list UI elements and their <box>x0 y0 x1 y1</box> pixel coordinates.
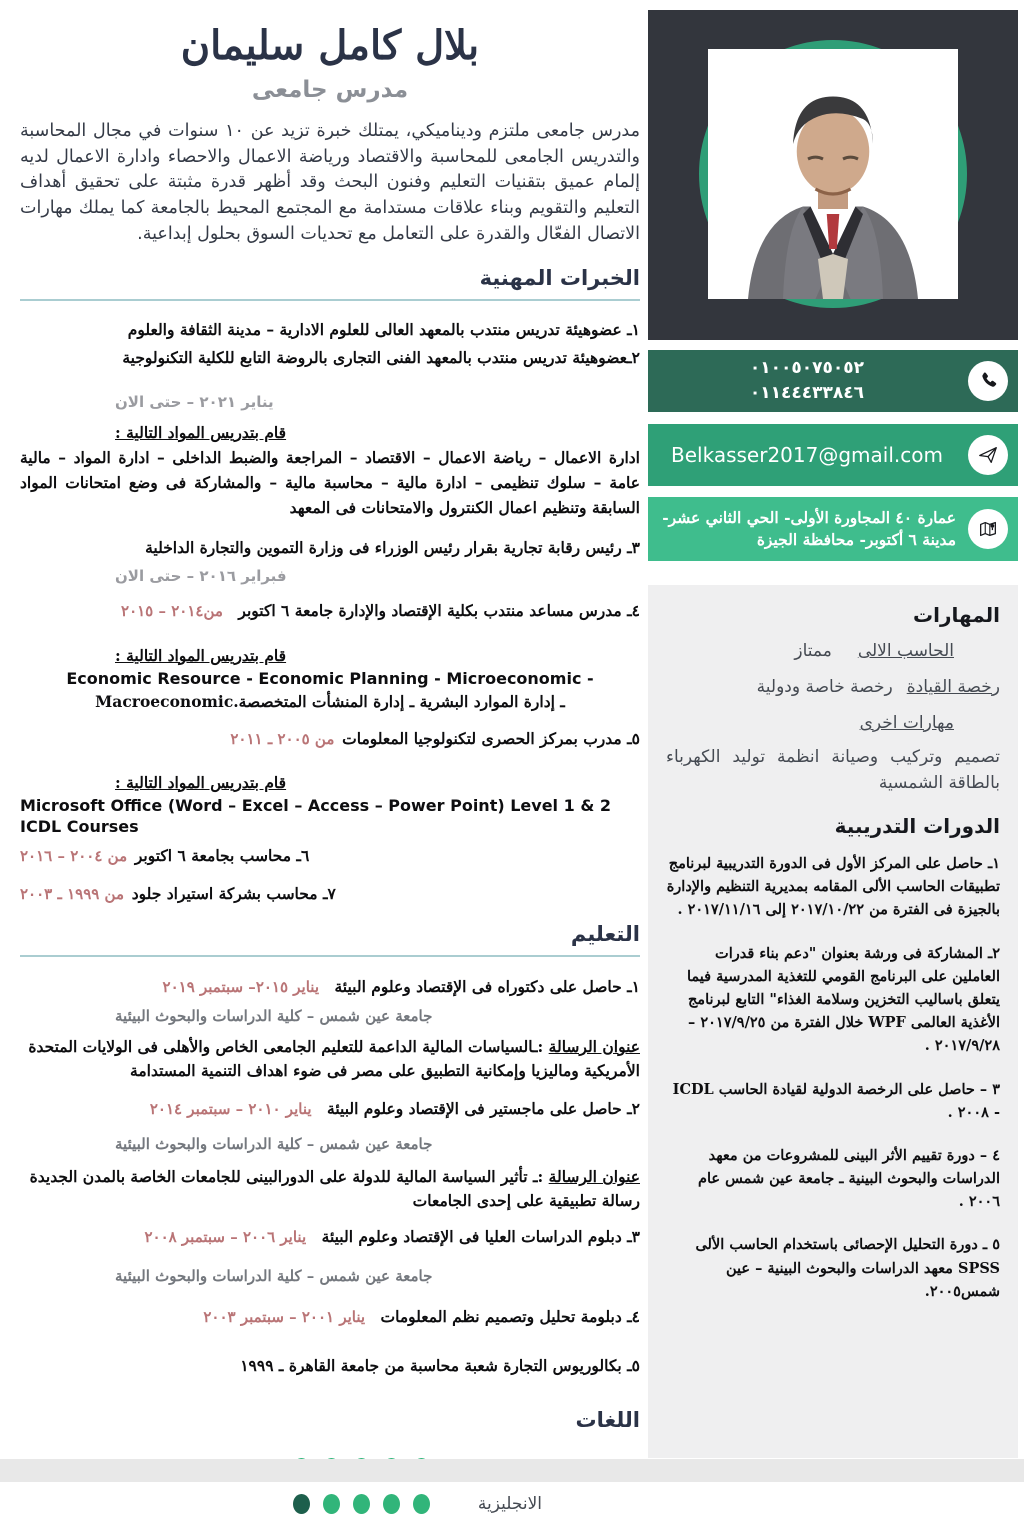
course-item-3: ٣ – حاصل على الرخصة الدولية لقيادة الحاسب ICDL - ٢٠٠٨ . <box>672 1080 1000 1121</box>
profile-summary: مدرس جامعى ملتزم وديناميكي، يمتلك خبرة تزيد عن ١٠ سنوات في مجال المحاسبة والتدريس الجامعى للمحاسبة والاقتصاد ورياضة الاعمال والاحصاء وادارة الاعمال لديه إلمام عميق بتقنيات التعليم وفنون البحث وقد أظهر قدرة مثبتة على تحقيق أهداف التعليم والتقويم وبناء علاقات مستدامة مع المجتمع المحيط بالجامعة كما يملك مهارات الاتصال الفعّال والقدرة على التعامل مع تحديات السوق بحلول إبداعية. <box>20 121 640 244</box>
education-institution-3: جامعة عين شمس – كلية الدراسات والبحوث البيئية <box>115 1267 433 1286</box>
education-date-4: يناير ٢٠٠١ – سبتمبر ٢٠٠٣ <box>203 1308 366 1327</box>
thesis-2 <box>20 1165 640 1213</box>
education-date-3: يناير ٢٠٠٦ – سبتمبر ٢٠٠٨ <box>144 1228 307 1247</box>
course-item-4: ٤ – دورة تقييم الأثر البينى للمشروعات من معهد الدراسات والبحوث البينية ـ جامعة عين شمس عام ٢٠٠٦ . <box>698 1146 1000 1211</box>
portrait-photo <box>699 40 967 308</box>
experience-item-4-text: ٤ـ مدرس مساعد منتدب بكلية الإقتصاد والإدارة جامعة ٦ اكتوبر <box>238 601 640 621</box>
paper-plane-icon <box>968 435 1008 475</box>
email-card <box>648 424 1018 486</box>
taught-label-row-1 <box>20 411 640 444</box>
experience-date-7: من ١٩٩٩ ـ ٢٠٠٣ <box>20 885 124 903</box>
course-item-1: ١ـ حاصل على المركز الأول فى الدورة التدريبية لبرنامج تطبيقات الحاسب الألى المقامه بمديرية التنظيم والإدارة بالجيزة فى الفترة من ٢٠١٧/١٠/٢٢ إلى ٢٠١٧/١١/١٦ . <box>666 855 1000 919</box>
courses-heading: الدورات التدريبية <box>834 814 1000 838</box>
language-label-english: الانجليزية <box>477 1494 542 1514</box>
candidate-name: بلال كامل سليمان <box>180 22 480 69</box>
phone-number-1: ٠١٠٠٥٠٧٥٠٥٢ <box>749 358 865 379</box>
skill-other-text: تصميم وتركيب وصيانة انظمة توليد الكهرباء بالطاقة الشمسية <box>666 747 1000 793</box>
experience-item-5 <box>20 727 640 751</box>
skill-row-computer <box>666 641 1000 661</box>
experience-date-4: من٢٠١٤ – ٢٠١٥ <box>121 602 223 621</box>
footer-bar <box>0 1459 1024 1482</box>
email-text: Belkasser2017@gmail.com <box>671 443 943 467</box>
education-item-3 <box>20 1225 640 1249</box>
address-card <box>648 497 1018 561</box>
education-item-2-text: ٢ـ حاصل على ماجستير فى الإقتصاد وعلوم البيئة <box>327 1098 640 1118</box>
thesis-text-2: :ـ تأثير السياسة المالية للدولة على الدورالبينى للجامعات الخاصة بالمدن الجديدة رسالة تطبيقية على إحدى الجامعات <box>29 1167 640 1211</box>
address-text: عمارة ٤٠ المجاورة الأولى- الحي الثاني عشر- مدينة ٦ أكتوبر- محافظة الجيزة <box>662 508 956 549</box>
education-item-1-text: ١ـ حاصل على دكتوراه فى الإقتصاد وعلوم البيئة <box>334 976 640 996</box>
level-dot <box>413 1494 430 1514</box>
level-dot <box>383 1494 400 1514</box>
photo-panel <box>648 10 1018 340</box>
subjects-list-3-line1: Microsoft Office (Word – Excel – Access – Power Point) Level 1 & 2 <box>20 795 611 815</box>
experience-date-3: فبراير ٢٠١٦ – حتى الان <box>115 567 287 586</box>
education-inst-3-row <box>20 1259 640 1285</box>
education-item-4 <box>20 1305 640 1329</box>
experience-date-5: من ٢٠٠٥ ـ ٢٠١١ <box>230 729 335 748</box>
education-institution-2: جامعة عين شمس – كلية الدراسات والبحوث البيئية <box>115 1135 433 1154</box>
experience-item-5-text: ٥ـ مدرب بمركز الحصرى لتكنولوجيا المعلومات <box>342 728 640 748</box>
skill-row-license <box>666 677 1000 697</box>
thesis-label-1: عنوان الرسالة <box>548 1036 640 1056</box>
section-heading-languages: اللغات <box>575 1407 640 1432</box>
level-dot <box>323 1494 340 1514</box>
education-inst-2-row <box>20 1127 640 1153</box>
map-location-icon <box>968 509 1008 549</box>
skill-value-license: رخصة خاصة ودولية <box>756 677 893 697</box>
experience-date-row <box>20 392 640 411</box>
skills-heading: المهارات <box>913 603 1000 627</box>
main-column <box>20 0 640 1514</box>
education-item-4-text: ٤ـ دبلومة تحليل وتصميم نظم المعلومات <box>380 1307 640 1327</box>
education-item-1 <box>20 975 640 999</box>
taught-label-2: قام بتدريس المواد التالية : <box>115 645 287 665</box>
candidate-job-title: مدرس جامعى <box>251 77 409 103</box>
thesis-label-2: عنوان الرسالة <box>548 1167 640 1187</box>
level-dot <box>293 1494 310 1514</box>
phone-card <box>648 350 1018 412</box>
experience-date-row-3 <box>20 566 640 585</box>
thesis-1 <box>20 1035 640 1083</box>
level-dot <box>353 1494 370 1514</box>
experience-item-2: ٢ـعضوهيئة تدريس منتدب بالمعهد الفنى التجارى بالروضة التابع للكلية التكنولوجية <box>122 348 640 368</box>
experience-item-1: ١ـ عضوهيئة تدريس منتدب بالمعهد العالى للعلوم الادارية – مدينة الثقافة والعلوم <box>127 320 640 340</box>
skill-value-computer: ممتاز <box>794 641 832 661</box>
section-heading-experience: الخبرات المهنية <box>20 266 640 301</box>
phone-numbers <box>658 356 956 405</box>
experience-item-4 <box>20 599 640 623</box>
phone-number-2: ٠١١٤٤٤٣٣٨٤٦ <box>749 383 865 403</box>
taught-label-1: قام بتدريس المواد التالية : <box>115 423 287 443</box>
experience-item-6-text: ٦ـ محاسب بجامعة ٦ اكتوبر <box>134 845 310 865</box>
education-item-3-text: ٣ـ دبلوم الدراسات العليا فى الإقتصاد وعلوم البيئة <box>321 1227 640 1247</box>
skill-label-license: رخصة القيادة <box>906 677 1000 697</box>
skill-row-other <box>666 713 1000 733</box>
education-item-2 <box>20 1097 640 1121</box>
education-date-1: يناير ٢٠١٥– سبتمبر ٢٠١٩ <box>162 977 319 996</box>
subjects-list-3-line2: ICDL Courses <box>20 816 139 836</box>
experience-item-7-row <box>20 882 640 906</box>
thesis-text-1: :ـالسياسات المالية الداعمة للتعليم الجامعى الخاص والأهلى فى الولايات المتحدة الأمريكية وماليزيا وإمكانية التطبيق على مصر فى ضوء اهداف التنمية المستدامة <box>28 1036 640 1080</box>
language-row-english <box>20 1494 640 1514</box>
experience-item-6-row <box>20 844 640 868</box>
course-item-5: ٥ ـ دورة التحليل الإحصائى باستخدام الحاسب الألى SPSS معهد الدراسات والبحوث البينية – عين شمس٢٠٠٥. <box>695 1236 1000 1300</box>
skill-label-other: مهارات اخرى <box>859 713 954 733</box>
experience-date-6: من ٢٠٠٤ – ٢٠١٦ <box>20 846 128 865</box>
course-item-2: ٢ـ المشاركة فى ورشة بعنوان "دعم بناء قدرات العاملين على البرنامج القومي للتغذية المدرسية فيما يتعلق باساليب التخزين وسلامة الغذاء" التابع لبرنامج الأغذية العالمى WPF خلال الفترة من ٢٠١٧/٩/٢٥ – ٢٠١٧/٩/٢٨ . <box>686 944 1000 1055</box>
experience-item-7 <box>20 882 336 906</box>
experience-date-1: يناير ٢٠٢١ – حتى الان <box>115 393 274 412</box>
skill-label-computer: الحاسب الالى <box>857 641 954 661</box>
phone-icon <box>968 361 1008 401</box>
subjects-list-1: ادارة الاعمال – رياضة الاعمال – الاقتصاد – المراجعة والضبط الداخلى – ادارة المواد – مالية عامة – سلوك تنظيمى – ادارة مالية – محاسبة مالية – والمشاركة فى وضع امتحانات المواد السابقة وتنظيم اعمال الكنترول والامتحانات فى المعهد <box>20 448 640 517</box>
taught-label-3: قام بتدريس المواد التالية : <box>115 772 287 792</box>
portrait-photo-illustration <box>708 49 958 299</box>
subjects-list-2-line2: ـ إدارة الموارد البشرية ـ إدارة المنشأت المتخصصة.Macroeconomic <box>95 691 565 711</box>
education-item-5: ٥ـ بكالوريوس التجارة شعبة محاسبة من جامعة القاهرة ـ ١٩٩٩ <box>240 1355 640 1375</box>
language-dots-english <box>293 1494 430 1514</box>
experience-item-7-text: ٧ـ محاسب بشركة استيراد جلود <box>131 884 336 903</box>
experience-item-3: ٣ـ رئيس رقابة تجارية بقرار رئيس الوزراء فى وزارة التموين والتجارة الداخلية <box>145 538 640 558</box>
sidebar-info-panel <box>648 585 1018 1458</box>
taught-label-row-2 <box>20 634 640 667</box>
taught-label-row-3 <box>20 761 640 794</box>
education-inst-1-row <box>20 999 640 1025</box>
section-heading-education: التعليم <box>20 922 640 957</box>
experience-item-6 <box>20 844 309 868</box>
education-date-2: يناير ٢٠١٠ – سبتمبر ٢٠١٤ <box>149 1099 312 1118</box>
education-institution-1: جامعة عين شمس – كلية الدراسات والبحوث البيئية <box>115 1006 433 1025</box>
subjects-list-2-line1: Economic Resource - Economic Planning - Microeconomic - <box>66 668 594 688</box>
